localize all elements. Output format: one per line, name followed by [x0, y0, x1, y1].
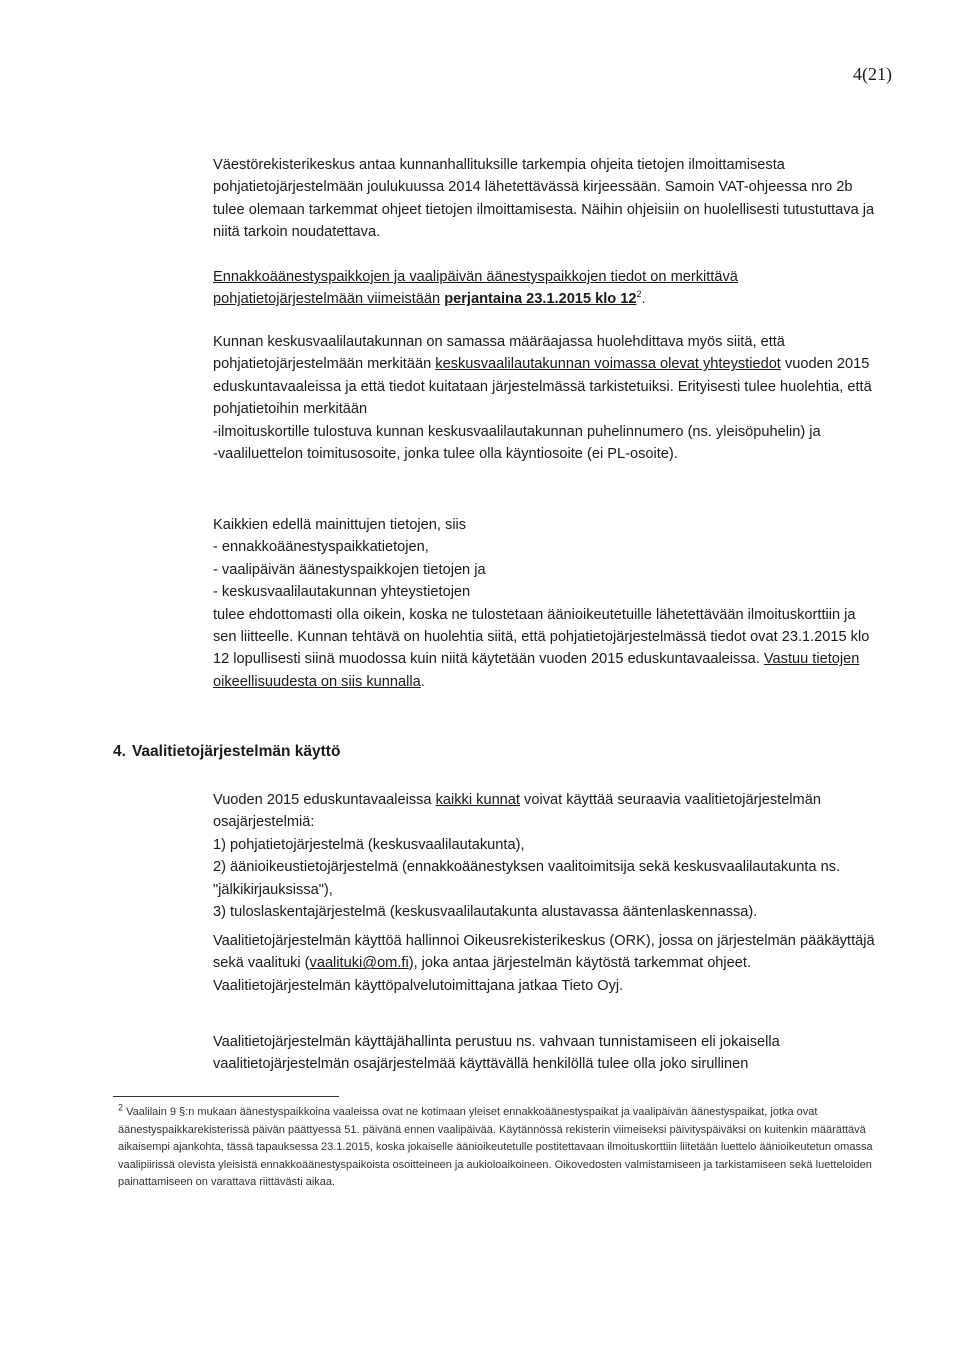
footnote-ref: 2 [636, 289, 642, 300]
underlined-text: keskusvaalilautakunnan voimassa olevat yhteystiedot [435, 356, 781, 373]
list-item: 2) äänioikeustietojärjestelmä (ennakkoäänestyksen vaalitoimitsija sekä keskusvaalilautakunta ns. "jälkikirjauksissa"), [213, 859, 841, 898]
underlined-text: Vastuu tietojen oikeellisuudesta on siis kunnalla [213, 651, 860, 690]
list-item: -vaaliluettelon toimitusosoite, jonka tulee olla käyntiosoite (ei PL-osoite). [213, 446, 678, 463]
email-link[interactable]: vaalituki@om.fi [309, 955, 409, 972]
list-item: 3) tuloslaskentajärjestelmä (keskusvaalilautakunta alustavassa ääntenlaskennassa). [213, 904, 758, 921]
footnote [118, 1104, 886, 1192]
list-item: - ennakkoäänestyspaikkatietojen, [213, 539, 429, 556]
footnote-text: Vaalilain 9 §:n mukaan äänestyspaikkoina vaaleissa ovat ne kotimaan yleiset ennakkoäänestyspaikat ja vaalipäivän äänestyspaikat, jotka ovat äänestyspaikkarekisterissä päivän päättyessä 51. päivänä ennen vaalipäivää. Käytännössä rekisterin viimeiseksi päivityspäiväksi on kuitenkin määrättävä aikaisempi ajankohta, tässä tapauksessa 23.1.2015, koska jokaiselle äänioikeutetulle postitettavaan ilmoituskorttiin liitetään luettelo äänioikeutetun omassa vaalipiirissä olevista yleisistä ennakkoäänestyspaikoista osoitteineen ja aukioloaikoineen. Oikovedosten valmistamiseen ja tarkistamiseen sekä luetteloiden painattamiseen on varattava riittävästi aikaa. [118, 1106, 873, 1189]
page-number: 4(21) [853, 64, 892, 84]
list-item: -ilmoituskortille tulostuva kunnan keskusvaalilautakunnan puhelinnumero (ns. yleisöpuhelin) ja [213, 423, 821, 440]
paragraph-yhteystiedot: Kunnan keskusvaalilautakunnan on samassa määräajassa huolehdittava myös siitä, että pohjatietojärjestelmään merkitään keskusvaalilautakunnan voimassa olevat yhteystiedot vuoden 2015 eduskuntavaaleissa ja että tiedot kuitataan järjestelmässä tarkistetuiksi. Erityisesti tulee huolehtia, että pohjatietoihin merkitään -ilmoituskortille tulostuva kunnan keskusvaalilautakunnan puhelinnumero (ns. yleisöpuhelin) ja -vaaliluettelon toimitusosoite, jonka tulee olla käyntiosoite (ei PL-osoite). [213, 331, 881, 465]
list-item: - keskusvaalilautakunnan yhteystietojen [213, 584, 471, 601]
list-item: - vaalipäivän äänestyspaikkojen tietojen ja [213, 561, 486, 578]
section-number: 4. [113, 743, 126, 760]
paragraph-deadline: Ennakkoäänestyspaikkojen ja vaalipäivän äänestyspaikkojen tiedot on merkittävä pohjatietojärjestelmään viimeistään perjantaina 23.1.2015 klo $12^2$. [213, 269, 738, 308]
section-heading [113, 743, 340, 761]
paragraph-hallinnointi: Vaalitietojärjestelmän käyttöä hallinnoi Oikeusrekisterikeskus (ORK), jossa on järjestelmän pääkäyttäjä sekä vaalituki (vaalituki@om.fi), joka antaa järjestelmän käytöstä tarkemmat ohjeet. Vaalitietojärjestelmän käyttöpalvelutoimittajana jatkaa Tieto Oyj. [213, 933, 875, 994]
footnote-divider [113, 1096, 339, 1097]
paragraph-kayttajahallinta: Vaalitietojärjestelmän käyttäjähallinta perustuu ns. vahvaan tunnistamiseen eli jokaisella vaalitietojärjestelmän osajärjestelmää käyttävällä henkilöllä tulee olla joko sirullinen [213, 1034, 780, 1073]
underlined-text: Ennakkoäänestyspaikkojen ja vaalipäivän äänestyspaikkojen tiedot on merkittävä pohjatietojärjestelmään viimeistään [213, 269, 738, 308]
section-title: Vaalitietojärjestelmän käyttö [131, 743, 341, 760]
paragraph-kaikkien: Kaikkien edellä mainittujen tietojen, siis - ennakkoäänestyspaikkatietojen, - vaalipäivän äänestyspaikkojen tietojen ja - keskusvaalilautakunnan yhteystietojen tulee ehdottomasti olla oikein, koska ne tulostetaan äänioikeutetuille lähetettävään ilmoituskorttiin ja sen liitteelle. Kunnan tehtävä on huolehtia siitä, että pohjatietojärjestelmässä tiedot ovat 23.1.2015 klo 12 lopullisesti siinä muodossa kuin niitä käytetään vuoden 2015 eduskuntavaaleissa. Vastuu tietojen oikeellisuudesta on siis kunnalla. [213, 514, 881, 693]
deadline-text: perjantaina 23.1.2015 klo 12 [444, 291, 637, 308]
paragraph-osajarjestelmat: Vuoden 2015 eduskuntavaaleissa kaikki kunnat voivat käyttää seuraavia vaalitietojärjestelmän osajärjestelmiä: 1) pohjatietojärjestelmä (keskusvaalilautakunta), 2) äänioikeustietojärjestelmä (ennakkoäänestyksen vaalitoimitsija sekä keskusvaalilautakunta ns. "jälkikirjauksissa"), 3) tuloslaskentajärjestelmä (keskusvaalilautakunta alustavassa ääntenlaskennassa). [213, 789, 881, 923]
footnote-number: 2 [118, 1102, 124, 1113]
underlined-text: kaikki kunnat [435, 792, 520, 808]
paragraph-text: Väestörekisterikeskus antaa kunnanhallituksille tarkempia ohjeita tietojen ilmoittamisesta pohjatietojärjestelmään joulukuussa 2014 lähetettävässä kirjeessään. Samoin VAT-ohjeessa nro 2b tulee olemaan tarkemmat ohjeet tietojen ilmoittamisesta. Näihin ohjeisiin on huolellisesti tutustuttava ja niitä tarkoin noudatettava. [213, 157, 875, 241]
paragraph-ohjeet [213, 154, 881, 244]
list-item: 1) pohjatietojärjestelmä (keskusvaalilautakunta), [213, 836, 525, 853]
